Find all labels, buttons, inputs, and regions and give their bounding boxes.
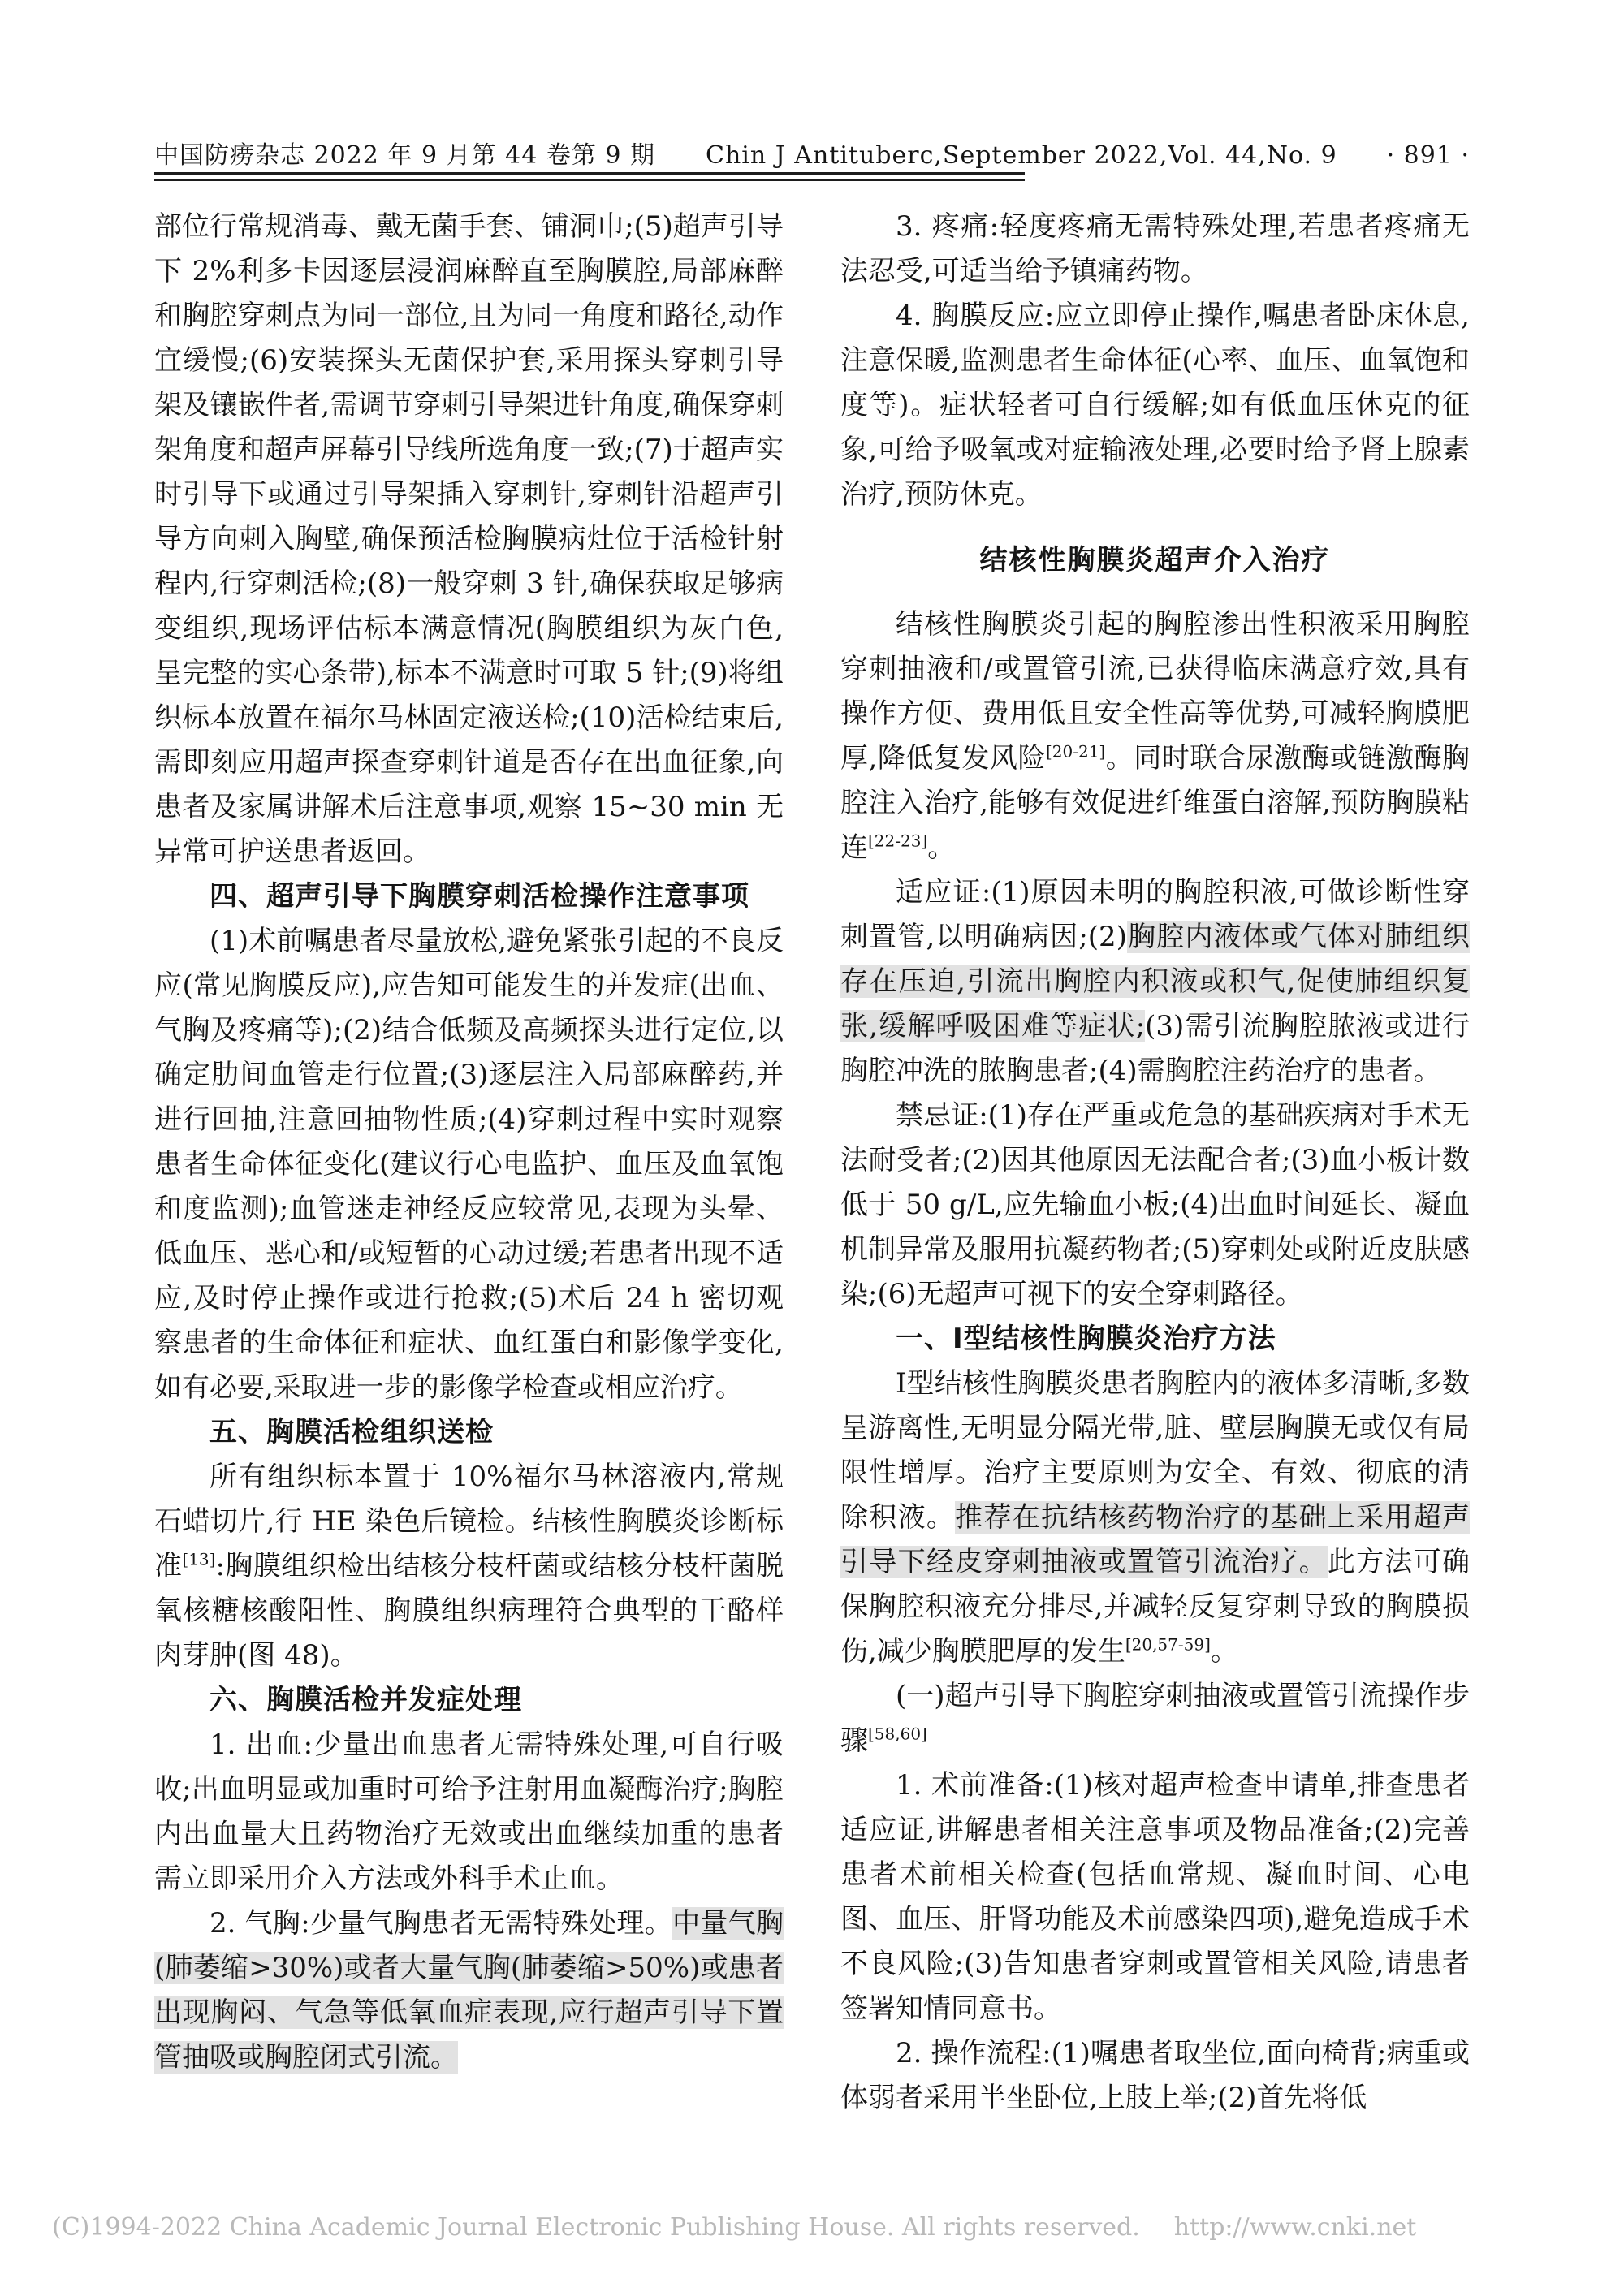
footer-copyright-line xyxy=(52,2213,1575,2242)
text-run: 。 xyxy=(927,831,956,864)
citation-superscript: [22-23] xyxy=(868,831,928,851)
footer-cnki-url: http://www.cnki.net xyxy=(1173,2213,1417,2242)
paragraph-operation-flow xyxy=(840,2031,1470,2121)
heading-ultrasound-intervention xyxy=(840,538,1470,583)
text-run: 结核性胸膜炎超声介入治疗 xyxy=(979,544,1331,576)
page-header xyxy=(154,135,1470,170)
text-run: 适应证:(1)原因未明的胸腔积液,可做诊断性穿刺置管,以明确病因;(2) xyxy=(840,876,1470,953)
heading-section-six xyxy=(154,1678,784,1723)
citation-superscript: [20-21] xyxy=(1045,741,1106,762)
text-run: 。 xyxy=(1210,1635,1238,1668)
text-run: (一)超声引导下胸腔穿刺抽液或置管引流操作步骤 xyxy=(840,1680,1470,1757)
paragraph-indications xyxy=(840,870,1470,1094)
citation-superscript: [13] xyxy=(182,1549,216,1569)
journal-title-line: 中国防痨杂志 2022 年 9 月第 44 卷第 9 期 Chin J Antituberc,September 2022,Vol. 44,No. 9 xyxy=(154,141,1337,170)
heading-section-four xyxy=(154,874,784,919)
text-run: (1)术前嘱患者尽量放松,避免紧张引起的不良反应(常见胸膜反应),应告知可能发生的并发症(出血、气胸及疼痛等);(2)结合低频及高频探头进行定位,以确定肋间血管走行位置;(3)逐层注入局部麻醉药,并进行回抽,注意回抽物性质;(4)穿刺过程中实时观察患者生命体征变化(建议行心电监护、血压及血氧饱和度监测);血管迷走神经反应较常见,表现为头晕、低血压、恶心和/或短暂的心动过缓;若患者出现不适应,及时停止操作或进行抢救;(5)术后 24 h 密切观察患者的生命体征和症状、血红蛋白和影像学变化,如有必要,采取进一步的影像学检查或相应治疗。 xyxy=(154,925,784,1404)
paragraph-biopsy-procedure-continued xyxy=(154,205,784,874)
text-run: 禁忌证:(1)存在严重或危急的基础疾病对手术无法耐受者;(2)因其他原因无法配合者;(3)血小板计数低于 50 g/L,应先输血小板;(4)出血时间延长、凝血机制异常及服用抗凝药物者;(5)穿刺处或附近皮肤感染;(6)无超声可视下的安全穿刺路径。 xyxy=(840,1099,1470,1310)
heading-type-one-treatment xyxy=(840,1317,1470,1362)
text-run: 此方法可确保胸腔积液充分排尽,并减轻反复穿刺导致的胸膜损伤,减少胸膜肥厚的发生 xyxy=(840,1546,1471,1668)
text-run: 一、Ⅰ型结核性胸膜炎治疗方法 xyxy=(896,1323,1276,1355)
citation-superscript: [20,57-59] xyxy=(1125,1634,1211,1655)
paragraph-biopsy-precautions xyxy=(154,919,784,1410)
text-run: 4. 胸膜反应:应立即停止操作,嘱患者卧床休息,注意保暖,监测患者生命体征(心率、血压、血氧饱和度等)。症状轻者可自行缓解;如有低血压休克的征象,可给予吸氧或对症输液处理,必要时给予肾上腺素治疗,预防休克。 xyxy=(840,300,1470,511)
highlighted-text: 胸腔内液体或气体对肺组织存在压迫,引流出胸腔内积液或积气,促使肺组织复张,缓解呼吸困难等症状; xyxy=(840,921,1470,1042)
highlighted-text: 推荐在抗结核药物治疗的基础上采用超声引导下经皮穿刺抽液或置管引流治疗。 xyxy=(840,1501,1471,1578)
paragraph-contraindications xyxy=(840,1094,1470,1317)
paragraph-preoperative-preparation xyxy=(840,1763,1470,2031)
article-body xyxy=(154,205,1470,2121)
right-column xyxy=(840,205,1470,2121)
text-run: :胸膜组织检出结核分枝杆菌或结核分枝杆菌脱氧核糖核酸阳性、胸膜组织病理符合典型的干酪样肉芽肿(图 48)。 xyxy=(154,1550,784,1672)
text-run: 2. 操作流程:(1)嘱患者取坐位,面向椅背;病重或体弱者采用半坐卧位,上肢上举;(2)首先将低 xyxy=(840,2037,1470,2114)
paragraph-complication-bleeding xyxy=(154,1723,784,1901)
text-run: 部位行常规消毒、戴无菌手套、铺洞巾;(5)超声引导下 2%利多卡因逐层浸润麻醉直至胸膜腔,局部麻醉和胸腔穿刺点为同一部位,且为同一角度和路径,动作宜缓慢;(6)安装探头无菌保护套,采用探头穿刺引导架及镶嵌件者,需调节穿刺引导架进针角度,确保穿刺架角度和超声屏幕引导线所选角度一致;(7)于超声实时引导下或通过引导架插入穿刺针,穿刺针沿超声引导方向刺入胸壁,确保预活检胸膜病灶位于活检针射程内,行穿刺活检;(8)一般穿刺 3 针,确保获取足够病变组织,现场评估标本满意情况(胸膜组织为灰白色,呈完整的实心条带),标本不满意时可取 5 针;(9)将组织标本放置在福尔马林固定液送检;(10)活检结束后,需即刻应用超声探查穿刺针道是否存在出血征象,向患者及家属讲解术后注意事项,观察 15~30 min 无异常可护送患者返回。 xyxy=(154,210,784,868)
citation-superscript: [58,60] xyxy=(868,1724,927,1744)
page-number: · 891 · xyxy=(1386,141,1470,170)
highlighted-text: 中量气胸(肺萎缩>30%)或者大量气胸(肺萎缩>50%)或患者出现胸闷、气急等低氧血症表现,应行超声引导下置管抽吸或胸腔闭式引流。 xyxy=(154,1907,784,2074)
text-run: 1. 术前准备:(1)核对超声检查申请单,排查患者适应证,讲解患者相关注意事项及物品准备;(2)完善患者术前相关检查(包括血常规、凝血时间、心电图、血压、肝肾功能及术前感染四项),避免造成手术不良风险;(3)告知患者穿刺或置管相关风险,请患者签署知情同意书。 xyxy=(840,1769,1470,2025)
paragraph-complication-pain xyxy=(840,205,1470,294)
heading-drainage-procedure-steps xyxy=(840,1674,1470,1763)
heading-section-five xyxy=(154,1410,784,1455)
text-run: 3. 疼痛:轻度疼痛无需特殊处理,若患者疼痛无法忍受,可适当给予镇痛药物。 xyxy=(840,210,1470,287)
paragraph-intervention-overview xyxy=(840,602,1470,870)
paragraph-type-one-description xyxy=(840,1362,1470,1674)
paragraph-specimen-handling xyxy=(154,1455,784,1678)
text-run: 2. 气胸:少量气胸患者无需特殊处理。 xyxy=(209,1907,673,1940)
paragraph-complication-pleural-reaction xyxy=(840,294,1470,517)
text-run: 四、超声引导下胸膜穿刺活检操作注意事项 xyxy=(209,880,749,913)
text-run: 六、胸膜活检并发症处理 xyxy=(209,1684,522,1716)
text-run: 。同时联合尿激酶或链激酶胸腔注入治疗,能够有效促进纤维蛋白溶解,预防胸膜粘连 xyxy=(840,742,1470,864)
paragraph-complication-pneumothorax xyxy=(154,1901,784,2080)
header-double-rule xyxy=(154,172,1025,181)
footer-copyright-text: (C)1994-2022 China Academic Journal Electronic Publishing House. All rights reserved. xyxy=(52,2213,1140,2242)
text-run: 五、胸膜活检组织送检 xyxy=(209,1416,494,1448)
text-run: 所有组织标本置于 10%福尔马林溶液内,常规石蜡切片,行 HE 染色后镜检。结核性胸膜炎诊断标准 xyxy=(154,1461,784,1582)
text-run: (3)需引流胸腔脓液或进行胸腔冲洗的脓胸患者;(4)需胸腔注药治疗的患者。 xyxy=(840,1010,1470,1087)
text-run: Ⅰ型结核性胸膜炎患者胸腔内的液体多清晰,多数呈游离性,无明显分隔光带,脏、壁层胸膜无或仅有局限性增厚。治疗主要原则为安全、有效、彻底的清除积液。 xyxy=(840,1367,1470,1534)
left-column xyxy=(154,205,784,2121)
text-run: 1. 出血:少量出血患者无需特殊处理,可自行吸收;出血明显或加重时可给予注射用血凝酶治疗;胸腔内出血量大且药物治疗无效或出血继续加重的患者需立即采用介入方法或外科手术止血。 xyxy=(154,1728,784,1895)
text-run: 结核性胸膜炎引起的胸腔渗出性积液采用胸腔穿刺抽液和/或置管引流,已获得临床满意疗效,具有操作方便、费用低且安全性高等优势,可减轻胸膜肥厚,降低复发风险 xyxy=(840,608,1470,775)
